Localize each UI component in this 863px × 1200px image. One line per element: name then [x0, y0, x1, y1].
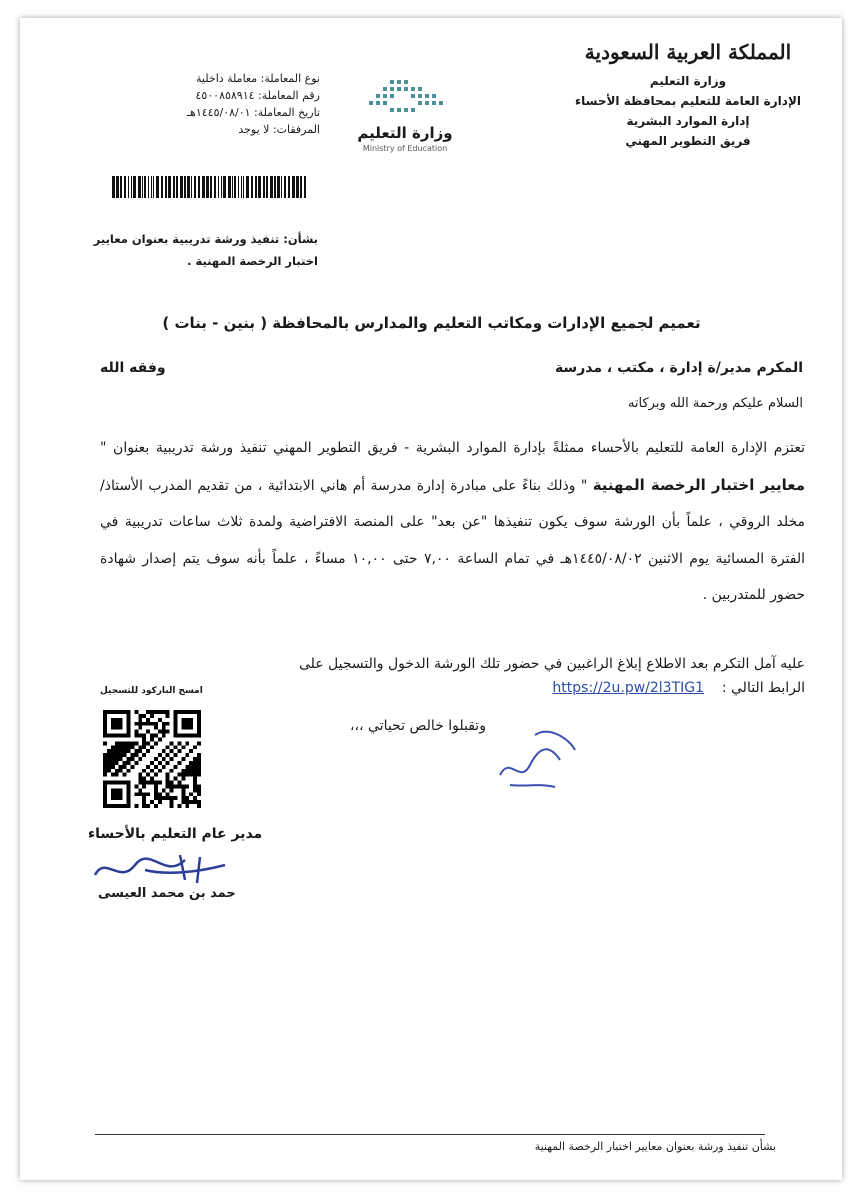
- transaction-date: تاريخ المعاملة: ١٤٤٥/٠٨/٠١هـ: [186, 106, 320, 119]
- body-paragraph: [100, 430, 805, 614]
- body-text-a: تعتزم الإدارة العامة للتعليم بالأحساء ممثلةً بإدارة الموارد البشرية - فريق التطوير المهني تنفيذ ورشة تدريبية بعنوان ": [100, 440, 805, 456]
- logo-arabic-text: وزارة التعليم: [357, 124, 453, 142]
- signature-icon: [480, 715, 590, 795]
- letterhead: [573, 40, 803, 148]
- link-line: [552, 680, 805, 696]
- team-name: فريق التطوير المهني: [625, 134, 751, 148]
- closing-text: وتقبلوا خالص تحياتي ،،،: [350, 718, 486, 734]
- signatory-name: حمد بن محمد العيسى: [98, 886, 236, 901]
- addressee-blessing: وفقه الله: [100, 360, 166, 376]
- greeting: السلام عليكم ورحمة الله وبركاته: [627, 396, 803, 411]
- addressee: المكرم مدير/ة إدارة ، مكتب ، مدرسة: [554, 360, 803, 376]
- workshop-title: معايير اختبار الرخصة المهنية: [592, 475, 805, 494]
- transaction-number: رقم المعاملة: ٤٥٠٠٨٥٨٩١٤: [195, 89, 320, 102]
- subject-block: [88, 228, 318, 272]
- circular-title: تعميم لجميع الإدارات ومكاتب التعليم والمدارس بالمحافظة ( بنين - بنات ): [162, 314, 701, 332]
- transaction-type: نوع المعاملة: معاملة داخلية: [196, 72, 320, 85]
- logo-english-text: Ministry of Education: [362, 144, 448, 153]
- footer-divider: [95, 1134, 765, 1135]
- transaction-info: [100, 70, 320, 138]
- registration-link[interactable]: https://2u.pw/2l3TIG1: [552, 680, 705, 696]
- footer-text: بشأن تنفيذ ورشة بعنوان معايير اختبار الرخصة المهنية: [534, 1140, 776, 1153]
- qr-label: امسح الباركود للتسجيل: [100, 686, 203, 696]
- qr-code-icon[interactable]: [103, 710, 201, 808]
- subject-line-2: اختبار الرخصة المهنية .: [187, 254, 318, 268]
- kingdom-title: المملكة العربية السعودية: [584, 40, 792, 64]
- logo-dots-icon: [360, 78, 450, 118]
- ministry-logo: [350, 78, 460, 153]
- body-text-b: " وذلك بناءً على مبادرة إدارة مدرسة أم هاني الابتدائية ، من تقديم المدرب الأستاذ/ مخلد الروقي ، علماً بأن الورشة سوف يكون تنفيذها "عن بعد" على المنصة الافتراضية ولمدة ثلاث ساعات تدريبية في الفترة المسائية يوم الاثنين ١٤٤٥/٠٨/٠٢هـ في تمام الساعة ٧,٠٠ حتى ١٠,٠٠ مساءً ، علماً بأنه سوف يتم إصدار شهادة حضور للمتدربين .: [100, 477, 806, 603]
- department-name: إدارة الموارد البشرية: [626, 114, 750, 128]
- director-signature-icon: [85, 845, 235, 890]
- registration-paragraph: عليه آمل التكرم بعد الاطلاع إبلاغ الراغبين في حضور تلك الورشة الدخول والتسجيل على: [298, 656, 805, 672]
- barcode-icon: [110, 176, 310, 198]
- ministry-name: وزارة التعليم: [649, 74, 727, 88]
- link-label: الرابط التالي :: [721, 680, 805, 696]
- signatory-title: مدير عام التعليم بالأحساء: [88, 826, 263, 842]
- transaction-attachments: المرفقات: لا يوجد: [238, 123, 320, 136]
- subject-line-1: بشأن: تنفيذ ورشة تدريبية بعنوان معايير: [93, 232, 318, 246]
- directorate-name: الإدارة العامة للتعليم بمحافظة الأحساء: [575, 94, 801, 108]
